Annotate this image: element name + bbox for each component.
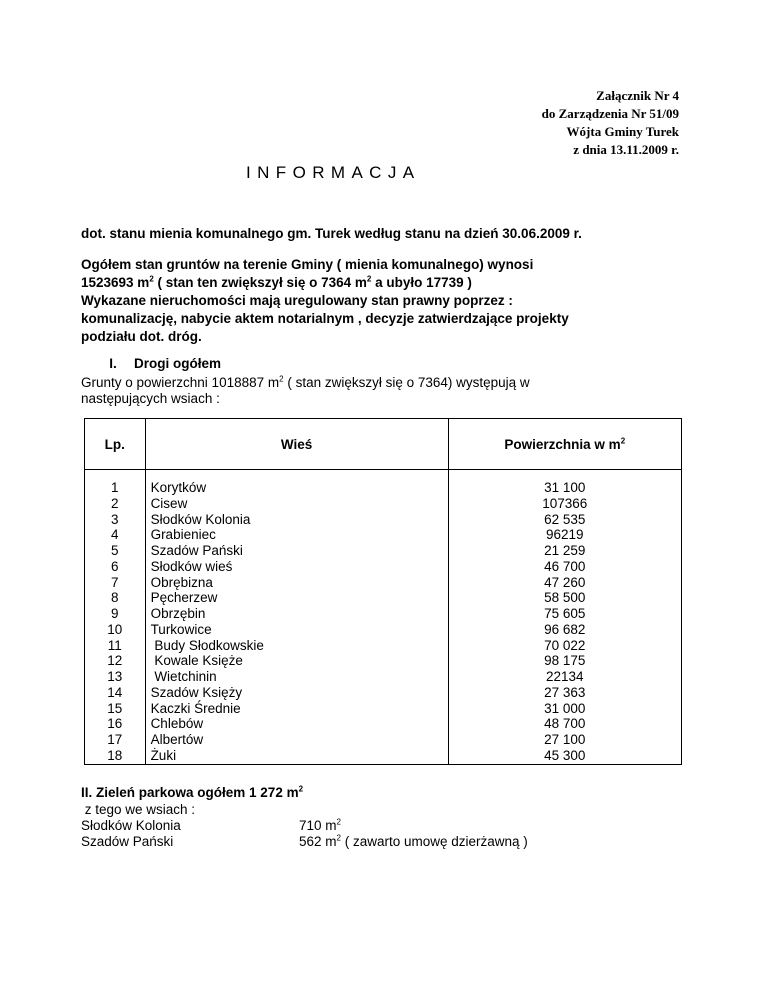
village-cell: Korytków [150, 480, 207, 495]
lp-cell: 15 [107, 700, 123, 716]
village-cell: Słodków wieś [150, 558, 233, 574]
superscript: 2 [620, 436, 626, 445]
park-row [81, 834, 528, 851]
summary-line-5: podziału dot. dróg. [81, 329, 202, 344]
village-cell: Kowale Księże [150, 653, 243, 669]
lp-cell: 1 [111, 480, 119, 495]
area-cell: 62 535 [544, 511, 586, 527]
lp-cell: 3 [111, 511, 119, 527]
table-body-row [85, 470, 682, 765]
superscript: 2 [366, 274, 372, 284]
section-1-area: Grunty o powierzchni 1018887 m [81, 375, 280, 390]
header-annex-line: Załącznik Nr 4 [596, 88, 679, 103]
village-cell: Albertów [150, 732, 204, 747]
summary-line-2 [81, 274, 472, 292]
superscript: 2 [279, 374, 284, 384]
area-cell: 48 700 [544, 716, 586, 732]
area-cell: 45 300 [544, 747, 586, 763]
park-village-name: Szadów Pański [81, 834, 174, 849]
lp-cell: 4 [111, 527, 119, 543]
lp-cell: 10 [107, 621, 123, 637]
section-2-heading [81, 785, 303, 800]
lp-cell: 12 [107, 653, 123, 669]
area-cell: 31 000 [544, 700, 586, 716]
area-cell: 58 500 [544, 590, 586, 606]
area-cell: 70 022 [544, 637, 586, 653]
column-header-village: Wieś [145, 419, 448, 470]
area-cell: 31 100 [544, 480, 586, 495]
area-column [448, 470, 681, 765]
summary-increase: ( stan ten zwiększył się o 7364 m [153, 275, 367, 290]
lp-cell: 8 [111, 590, 119, 606]
document-header [542, 87, 679, 159]
village-cell: Obrębizna [150, 574, 213, 590]
lp-cell: 13 [107, 669, 123, 684]
area-cell: 46 700 [544, 558, 586, 574]
village-cell: Chlebów [150, 716, 204, 732]
lp-cell: 7 [111, 574, 119, 590]
header-issuer-line: Wójta Gminy Turek [566, 124, 679, 139]
section-1-line-2: następujących wsiach : [81, 391, 220, 406]
area-cell: 96219 [546, 527, 584, 543]
lp-cell: 16 [107, 716, 123, 732]
section-1-number: I. [109, 356, 117, 371]
document-title: INFORMACJA [246, 163, 421, 182]
superscript: 2 [336, 833, 341, 843]
summary-total-area: 1523693 m [81, 275, 150, 290]
summary-decrease: a ubyło 17739 ) [371, 275, 472, 290]
area-cell: 22134 [546, 669, 584, 684]
area-cell: 96 682 [544, 621, 586, 637]
summary-line-4: komunalizację, nabycie aktem notarialnym , decyzje zatwierdzające projekty [81, 311, 569, 326]
summary-line-3: Wykazane nieruchomości mają uregulowany stan prawny poprzez : [81, 293, 513, 308]
lp-cell: 6 [111, 558, 119, 574]
lp-cell: 18 [107, 747, 123, 763]
lp-column [85, 470, 146, 765]
village-cell: Wietchinin [150, 669, 217, 684]
section-1-heading [92, 356, 221, 371]
village-column [145, 470, 448, 765]
column-header-area-label: Powierzchnia w m [504, 436, 621, 452]
lp-cell: 9 [111, 606, 119, 621]
section-1-title: Drogi ogółem [134, 356, 221, 371]
village-cell: Cisew [150, 495, 188, 511]
village-cell: Kaczki Średnie [150, 700, 241, 716]
park-area-value: 710 m [299, 818, 337, 833]
village-cell: Grabieniec [150, 527, 216, 543]
area-cell: 27 100 [544, 732, 586, 747]
column-header-lp: Lp. [85, 419, 146, 470]
area-cell: 98 175 [544, 653, 586, 669]
village-cell: Żuki [150, 747, 177, 763]
area-cell: 27 363 [544, 684, 586, 700]
header-ordinance-line: do Zarządzenia Nr 51/09 [541, 106, 679, 121]
area-cell: 21 259 [544, 543, 586, 558]
lp-cell: 17 [107, 732, 123, 747]
village-cell: Turkowice [150, 621, 212, 637]
header-date-line: z dnia 13.11.2009 r. [573, 142, 679, 157]
area-cell: 107366 [542, 495, 588, 511]
superscript: 2 [336, 817, 341, 827]
column-header-area [448, 419, 681, 470]
area-cell: 47 260 [544, 574, 586, 590]
section-2-title: II. Zieleń parkowa ogółem 1 272 m [81, 785, 299, 800]
section-2-subtitle: z tego we wsiach : [81, 802, 196, 817]
lp-cell: 5 [111, 543, 119, 558]
section-1-change: ( stan zwiększył się o 7364) występują w [283, 375, 530, 390]
lp-cell: 14 [107, 684, 123, 700]
summary-line-1: Ogółem stan gruntów na terenie Gminy ( mienia komunalnego) wynosi [81, 257, 534, 272]
village-cell: Budy Słodkowskie [150, 637, 264, 653]
village-cell: Słodków Kolonia [150, 511, 251, 527]
park-village-name: Słodków Kolonia [81, 818, 181, 833]
lp-cell: 11 [107, 637, 122, 653]
area-cell: 75 605 [544, 606, 586, 621]
village-cell: Szadów Pański [150, 543, 243, 558]
village-cell: Szadów Księży [150, 684, 243, 700]
roads-by-village-table [84, 418, 682, 765]
village-cell: Obrzębin [150, 606, 206, 621]
superscript: 2 [149, 274, 154, 284]
lp-cell: 2 [111, 495, 119, 511]
park-lease-note: ( zawarto umowę dzierżawną ) [340, 834, 528, 849]
intro-line: dot. stanu mienia komunalnego gm. Turek według stanu na dzień 30.06.2009 r. [81, 226, 582, 241]
village-cell: Pęcherzew [150, 590, 218, 606]
table-header-row [85, 419, 682, 470]
superscript: 2 [298, 784, 304, 794]
park-area-value: 562 m [299, 834, 337, 849]
park-row [81, 818, 341, 835]
